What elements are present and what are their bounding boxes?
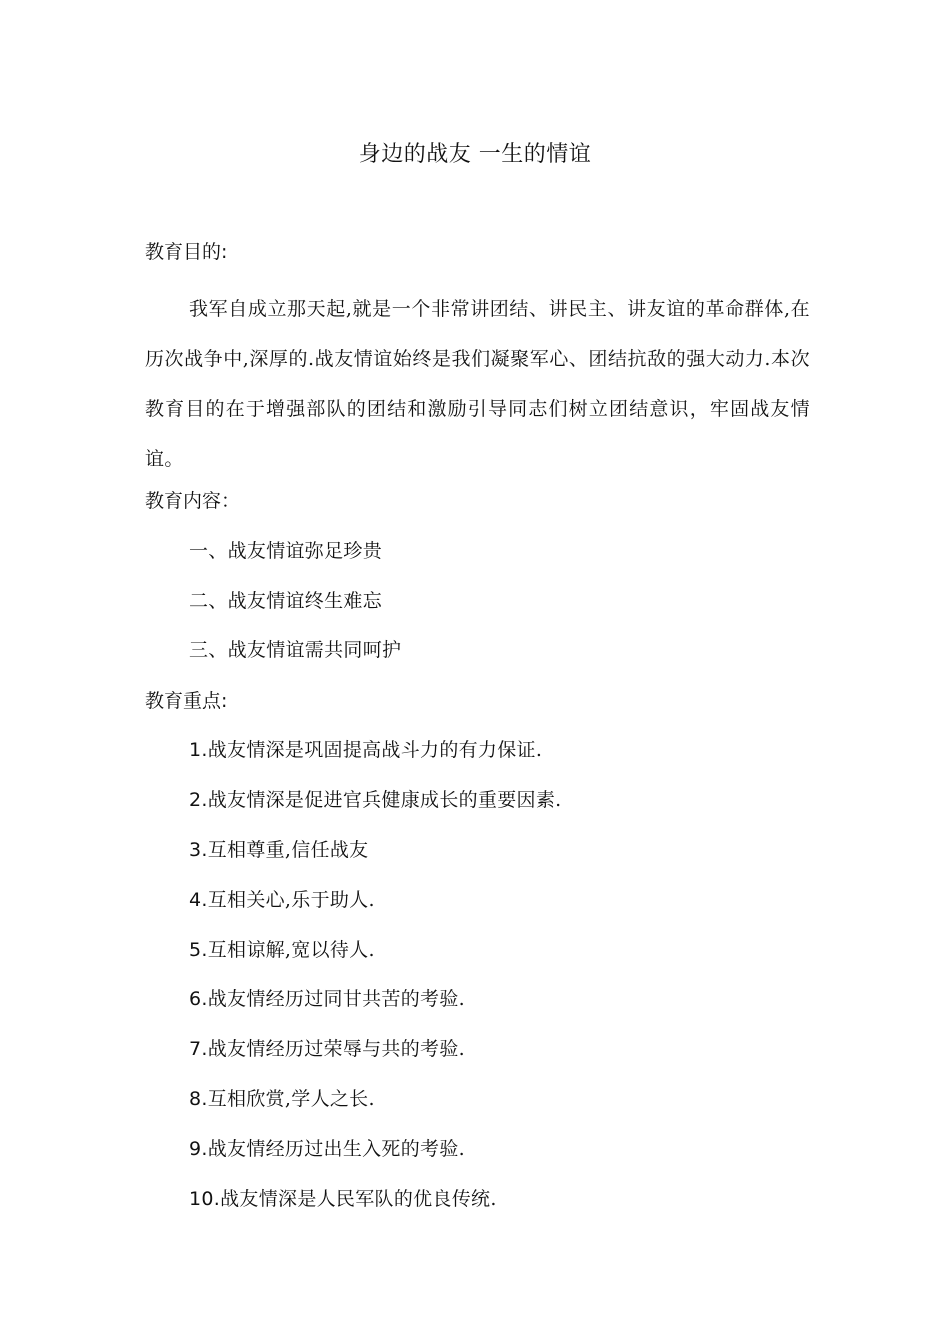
focus-item-text: 战友情深是人民军队的优良传统. xyxy=(220,1188,497,1210)
focus-item-number: 5. xyxy=(189,939,208,961)
focus-item-number: 9. xyxy=(189,1138,208,1160)
focus-item-6 xyxy=(189,985,465,1013)
content-heading: 教育内容： xyxy=(145,490,241,512)
focus-item-7 xyxy=(189,1035,465,1063)
focus-item-8 xyxy=(189,1085,375,1113)
content-item-2: 二、战友情谊终生难忘 xyxy=(189,590,383,612)
focus-item-number: 7. xyxy=(189,1038,208,1060)
document-title: 身边的战友 一生的情谊 xyxy=(358,142,592,167)
focus-item-text: 战友情深是巩固提高战斗力的有力保证. xyxy=(207,739,543,761)
focus-item-text: 战友情经历过同甘共苦的考验. xyxy=(207,988,465,1010)
focus-item-text: 互相尊重,信任战友 xyxy=(207,839,369,861)
focus-item-text: 战友情经历过荣辱与共的考验. xyxy=(207,1038,465,1060)
focus-item-text: 互相谅解,宽以待人. xyxy=(207,939,375,961)
focus-item-9 xyxy=(189,1135,465,1163)
focus-item-3 xyxy=(189,836,368,864)
focus-item-number: 8. xyxy=(189,1088,208,1110)
focus-item-number: 10. xyxy=(189,1188,221,1210)
focus-item-1 xyxy=(189,736,542,764)
focus-item-number: 6. xyxy=(189,988,208,1010)
focus-item-number: 2. xyxy=(189,789,208,811)
focus-item-text: 互相关心,乐于助人. xyxy=(207,889,375,911)
focus-item-2 xyxy=(189,786,561,814)
content-item-3: 三、战友情谊需共同呵护 xyxy=(189,639,402,661)
focus-item-4 xyxy=(189,886,375,914)
purpose-paragraph: 我军自成立那天起,就是一个非常讲团结、讲民主、讲友谊的革命群体,在历次战争中,深厚的.战友情谊始终是我们凝聚军心、团结抗敌的强大动力.本次教育目的在于增强部队的团结和激励引导同志们树立团结意识，牢固战友情谊。 xyxy=(145,298,810,470)
content-item-1: 一、战友情谊弥足珍贵 xyxy=(189,540,383,562)
focus-item-text: 互相欣赏,学人之长. xyxy=(207,1088,375,1110)
focus-item-number: 4. xyxy=(189,889,208,911)
focus-item-number: 1. xyxy=(189,739,208,761)
focus-item-5 xyxy=(189,936,375,964)
purpose-heading: 教育目的: xyxy=(145,241,228,263)
focus-item-number: 3. xyxy=(189,839,208,861)
focus-heading: 教育重点: xyxy=(145,690,228,712)
focus-item-text: 战友情经历过出生入死的考验. xyxy=(207,1138,465,1160)
focus-item-10 xyxy=(189,1185,497,1213)
focus-item-text: 战友情深是促进官兵健康成长的重要因素. xyxy=(207,789,562,811)
